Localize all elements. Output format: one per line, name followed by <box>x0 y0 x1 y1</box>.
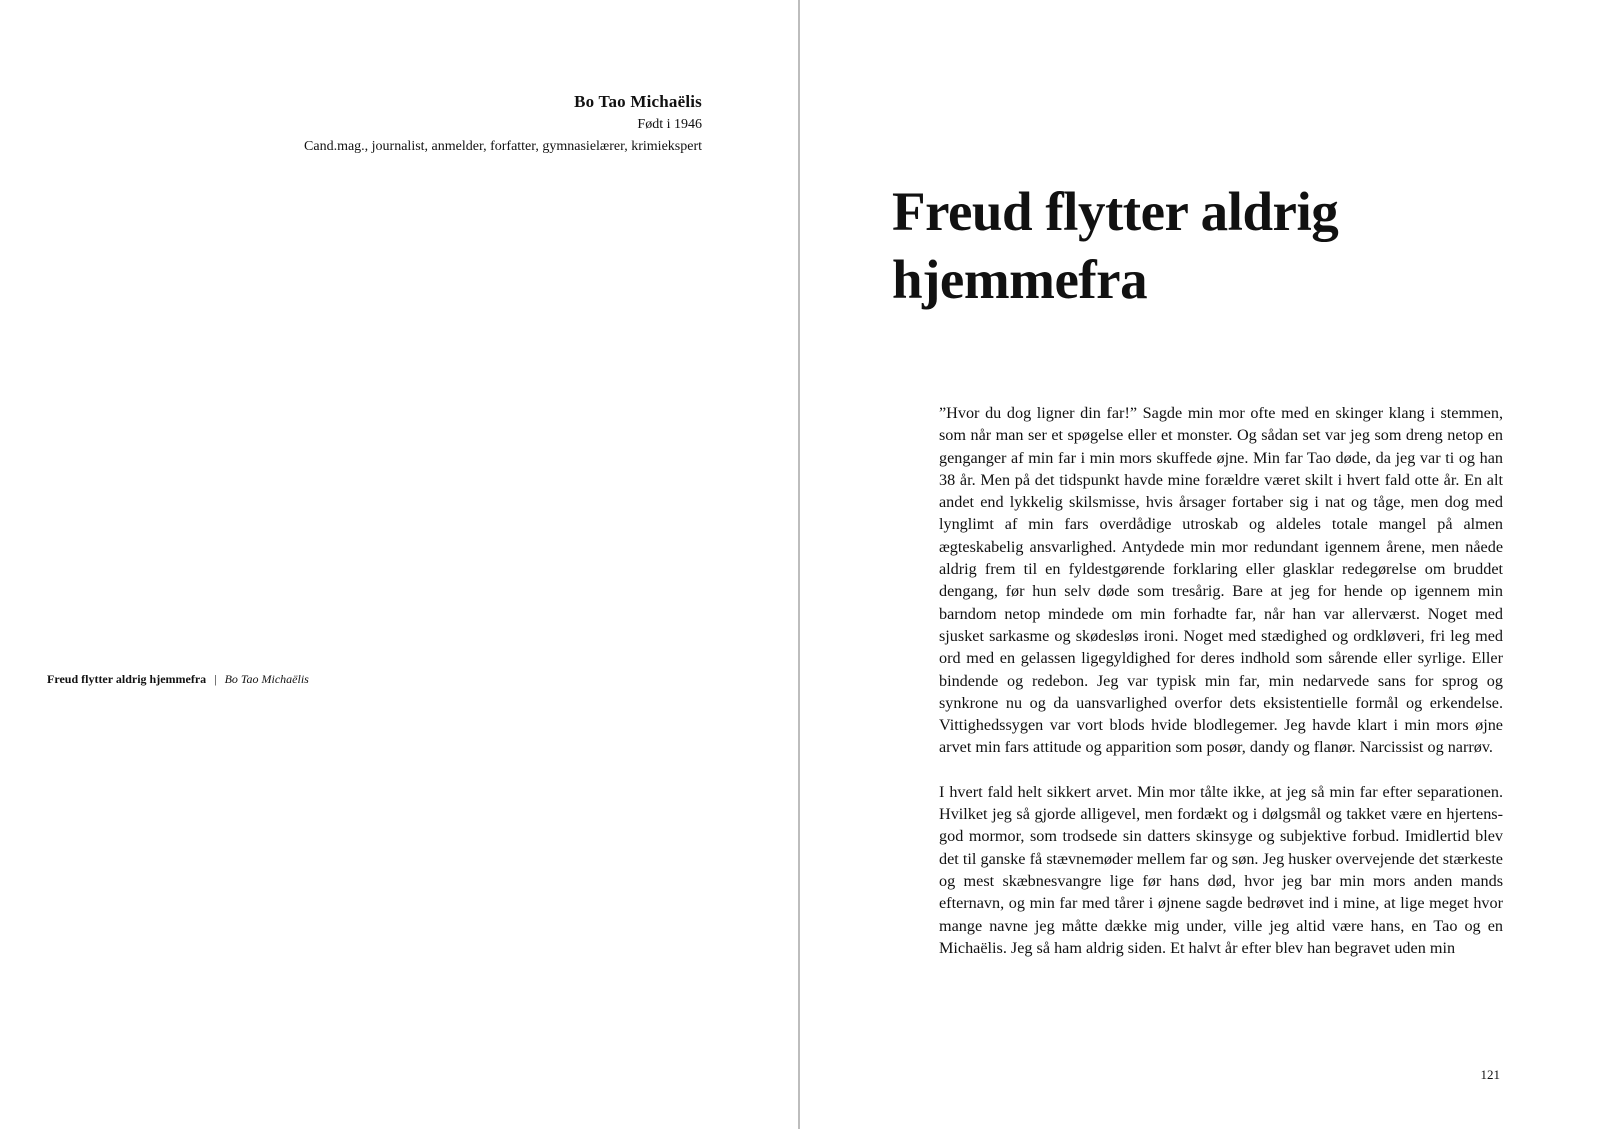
paragraph: I hvert fald helt sikkert arvet. Min mor tålte ikke, at jeg så min far efter separationen. Hvilket jeg så gjorde alligevel, men fordækt og i dølgsmål og takket være en hjertensgod mormor, som trodsede sin datters skinsyge og subjektive forbud. Imidlertid blev det til ganske få stævnemøder mellem far og søn. Jeg husker overvejende det stærkeste og mest skæbnesvangre lige før hans død, hvor jeg bar min mors anden mands efternavn, og min far med tårer i øjnene sagde bedrøvet ind i mine, at lige meget hvor mange navne jeg måtte dække mig under, ville jeg altid være hans, en Tao og en Michaëlis. Jeg så ham aldrig siden. Et halvt år efter blev han begravet uden min <box>939 782 1503 957</box>
body-text <box>939 402 1503 981</box>
running-footer-title: Freud flytter aldrig hjemmefra <box>47 672 207 686</box>
author-roles: Cand.mag., journalist, anmelder, forfatter, gymnasielærer, krimiekspert <box>304 139 702 154</box>
running-footer <box>47 670 309 688</box>
author-born: Født i 1946 <box>637 117 702 132</box>
page-gutter <box>798 0 800 1129</box>
running-footer-separator: | <box>214 672 217 686</box>
page-number: 121 <box>1480 1067 1500 1082</box>
running-footer-author: Bo Tao Michaëlis <box>224 672 309 686</box>
chapter-title: Freud flytter aldrig hjemmefra <box>892 181 1339 310</box>
paragraph: ”Hvor du dog ligner din far!” Sagde min mor ofte med en skinger klang i stemmen, som når man ser et spøgelse eller et monster. Og sådan set var jeg som dreng netop en genganger af min far i min mors skuffede øjne. Min far Tao døde, da jeg var ti og han 38 år. Men på det tidspunkt havde mine forældre været skilt i hvert fald otte år. En alt andet end lykkelig skilsmisse, hvis årsager fortaber sig i nat og tåge, men dog med lynglimt af min fars overdådige utroskab og aldeles totale mangel på almen ægteskabelig ansvarlighed. Antydede min mor redundant igennem årene, men nåede aldrig frem til en fyldestgørende forklaring eller glasklar redegørelse om bruddet dengang, før hun selv døde som tresårig. Bare at jeg for hende op igennem min barndom netop mindede om min forhadte far, når han var allerværst. Noget med sjusket sarkasme og skødesløs ironi. Noget med stædighed og ordkløveri, fri leg med ord med en gelassen ligegyldighed for deres indhold som sårende eller syrlige. Eller bindende og redebon. Jeg var typisk min far, min nedarvede sans for sprog og synkrone nu og da uansvarlighed overfor dets eksistentielle formål og erkendelse. Vittighedssygen var vort blods hvide blodlegemer. Jeg havde klart i min mors øjne arvet min fars attitude og apparition som posør, dandy og flanør. Narcissist og narrøv. <box>939 404 1503 757</box>
author-name: Bo Tao Michaëlis <box>574 92 702 111</box>
author-info <box>182 90 702 158</box>
